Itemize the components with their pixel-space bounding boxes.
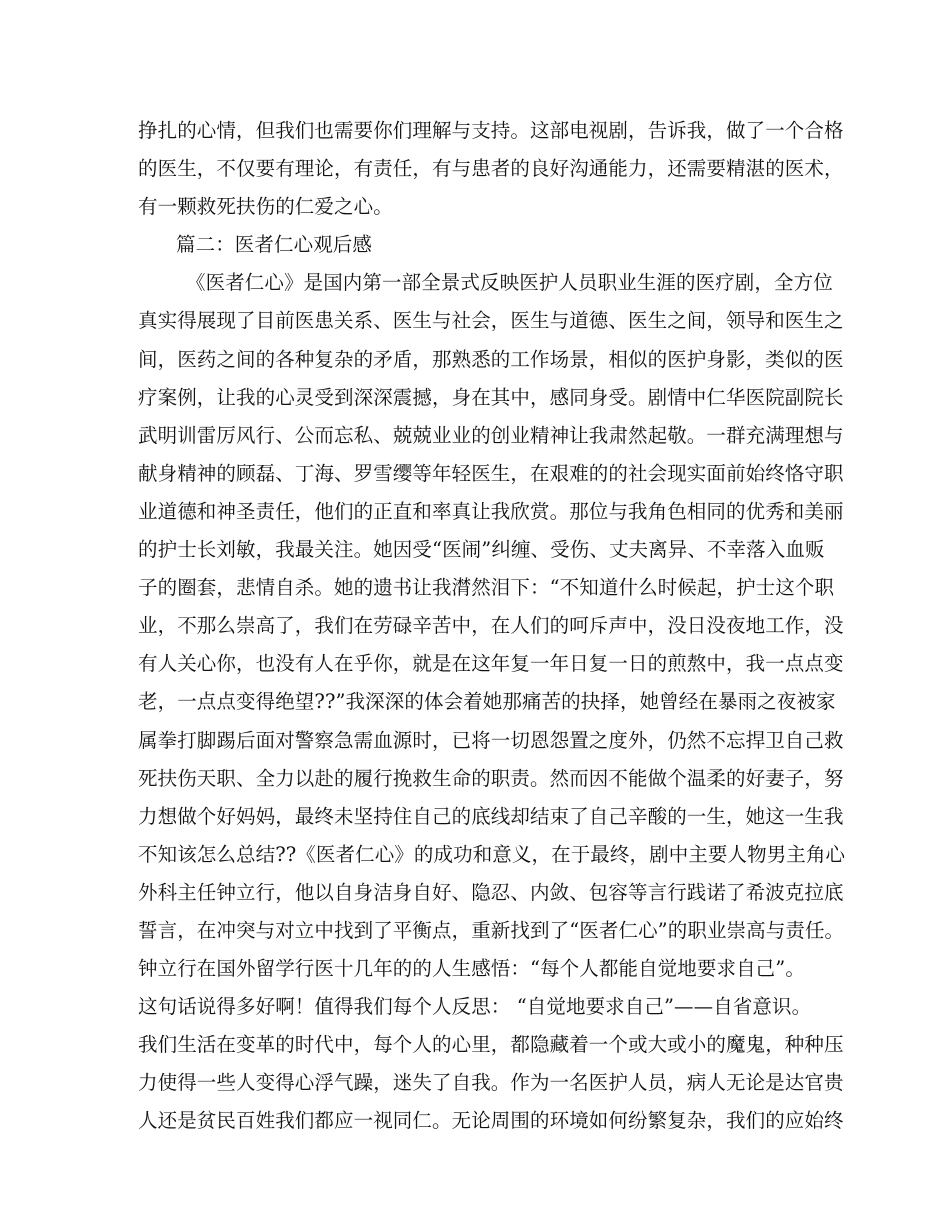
text-line: 间，医药之间的各种复杂的矛盾，那熟悉的工作场景，相似的医护身影，类似的医 xyxy=(138,347,844,371)
text-line: 子的圈套，悲情自杀。她的遗书让我潸然泪下：“不知道什么时候起，护士这个职 xyxy=(138,576,835,600)
text-line: 人还是贫民百姓我们都应一视同仁。无论周围的环境如何纷繁复杂，我们的应始终 xyxy=(138,1109,844,1133)
text-line: 挣扎的心情，但我们也需要你们理解与支持。这部电视剧，告诉我，做了一个合格 xyxy=(138,119,844,142)
text-line: 有人关心你，也没有人在乎你，就是在这年复一年日复一日的煎熬中，我一点点变 xyxy=(138,652,844,676)
text-line: 有一颗救死扶伤的仁爱之心。 xyxy=(138,195,393,219)
text-line: 的护士长刘敏，我最关注。她因受“医闹”纠缠、受伤、丈夫离异、不幸落入血贩 xyxy=(138,538,825,562)
text-line: 力想做个好妈妈，最终未坚持住自己的底线却结束了自己辛酸的一生，她这一生我 xyxy=(138,804,844,828)
text-line: 武明训雷厉风行、公而忘私、兢兢业业的创业精神让我肃然起敬。一群充满理想与 xyxy=(138,423,844,447)
text-line: 力使得一些人变得心浮气躁，迷失了自我。作为一名医护人员，病人无论是达官贵 xyxy=(138,1071,844,1095)
text-line: 外科主任钟立行，他以自身洁身自好、隐忍、内敛、包容等言行践诺了希波克拉底 xyxy=(138,880,844,904)
text-line: 真实得展现了目前医患关系、医生与社会，医生与道德、医生之间，领导和医生之 xyxy=(138,309,844,333)
text-line: 业道德和神圣责任，他们的正直和率真让我欣赏。那位与我角色相同的优秀和美丽 xyxy=(138,499,844,523)
text-line: 老，一点点变得绝望??”我深深的体会着她那痛苦的抉择，她曾经在暴雨之夜被家 xyxy=(138,690,836,714)
text-line: 誓言，在冲突与对立中找到了平衡点，重新找到了“医者仁心”的职业崇高与责任。 xyxy=(138,918,845,942)
text-line: 《医者仁心》是国内第一部全景式反映医护人员职业生涯的医疗剧，全方位 xyxy=(186,271,833,295)
text-line: 疗案例，让我的心灵受到深深震撼，身在其中，感同身受。剧情中仁华医院副院长 xyxy=(138,385,844,409)
text-line: 钟立行在国外留学行医十几年的的人生感悟：“每个人都能自觉地要求自己”。 xyxy=(138,957,805,981)
text-line: 献身精神的顾磊、丁海、罗雪缨等年轻医生，在艰难的的社会现实面前始终恪守职 xyxy=(138,461,844,485)
text-line: 的医生，不仅要有理论，有责任，有与患者的良好沟通能力，还需要精湛的医术， xyxy=(138,157,844,181)
text-line: 这句话说得多好啊！值得我们每个人反思： “自觉地要求自己”——自省意识。 xyxy=(138,995,812,1019)
body-text xyxy=(138,112,846,1141)
section-heading: 篇二：医者仁心观后感 xyxy=(176,233,373,257)
text-line: 不知该怎么总结??《医者仁心》的成功和意义，在于最终，剧中主要人物男主角心 xyxy=(138,842,846,866)
text-line: 业，不那么崇高了，我们在劳碌辛苦中，在人们的呵斥声中，没日没夜地工作，没 xyxy=(138,614,844,638)
text-line: 我们生活在变革的时代中，每个人的心里，都隐藏着一个或大或小的魔鬼，种种压 xyxy=(138,1033,844,1057)
text-line: 属拳打脚踢后面对警察急需血源时，已将一切恩怨置之度外，仍然不忘捍卫自己救 xyxy=(138,728,844,752)
text-line: 死扶伤天职、全力以赴的履行挽救生命的职责。然而因不能做个温柔的好妻子，努 xyxy=(138,766,844,790)
